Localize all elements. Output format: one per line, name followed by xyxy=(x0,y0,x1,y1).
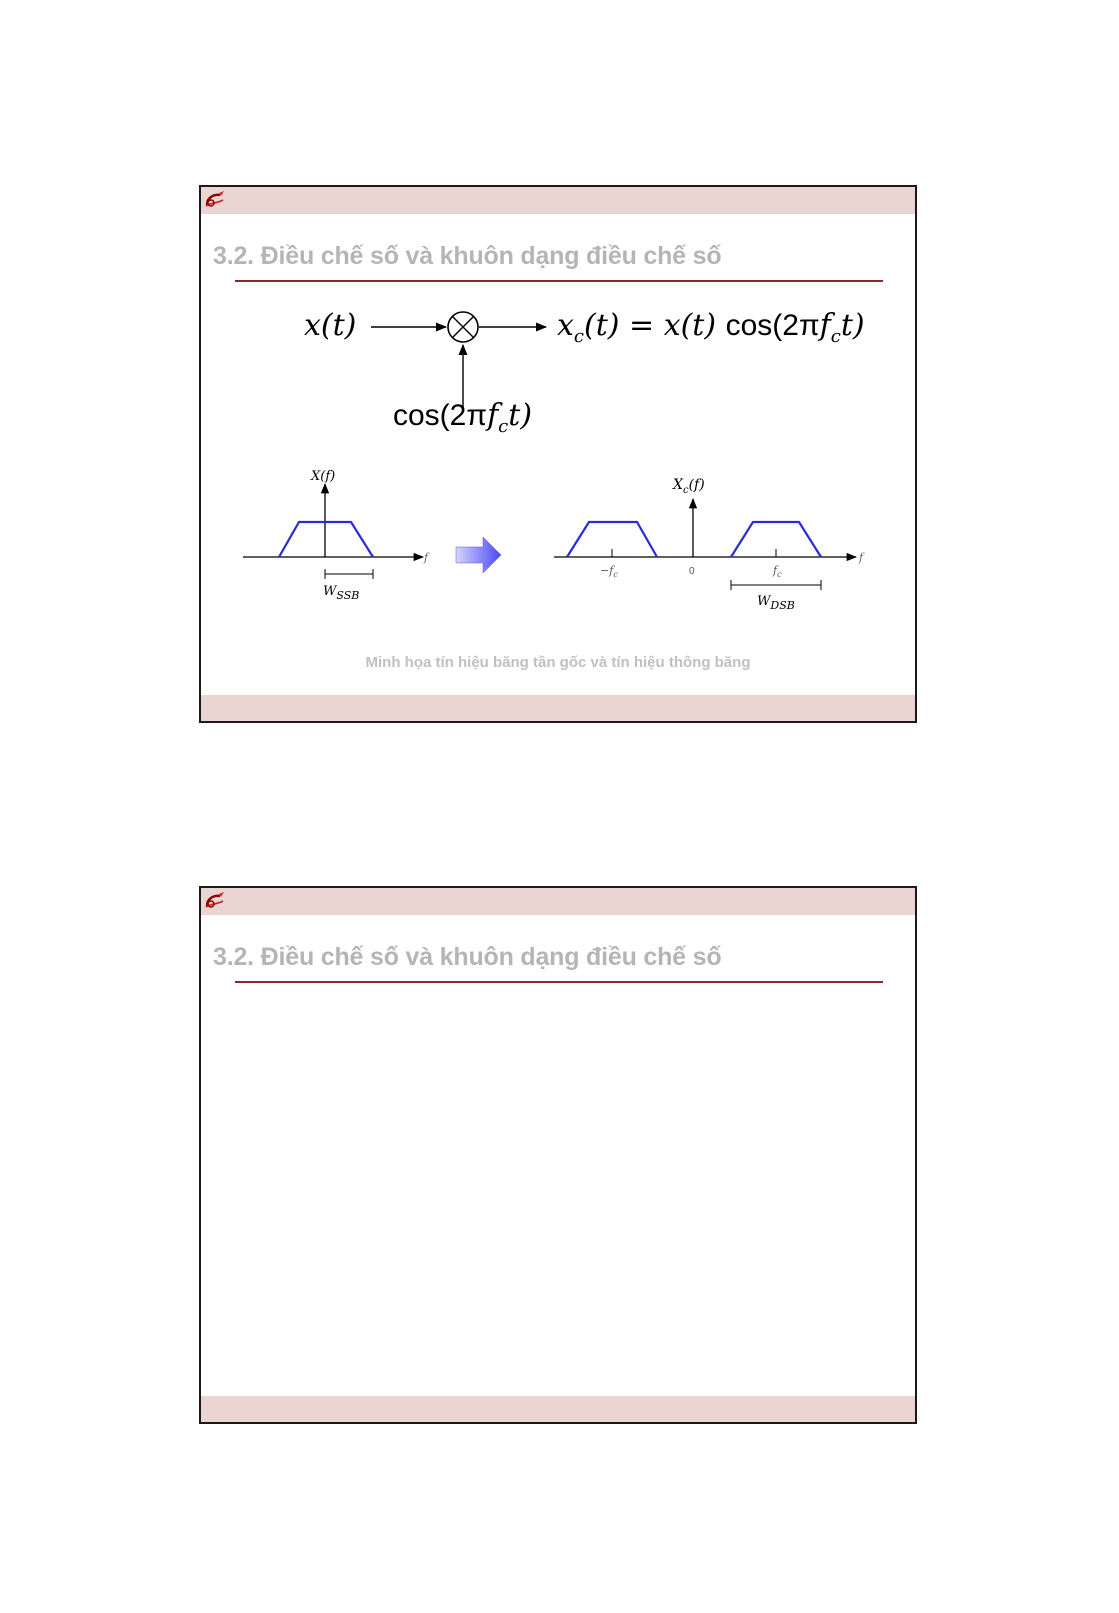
passband-spectrum xyxy=(554,477,865,612)
slide-1 xyxy=(199,185,917,723)
wssb-label: $W_{SSB}$ xyxy=(323,584,360,602)
slide-title: 3.2. Điều chế số và khuôn dạng điều chế số xyxy=(213,242,722,270)
baseband-spectrum xyxy=(243,469,430,602)
baseband-ylabel: X(f) xyxy=(311,469,336,484)
wdsb-label: $W_{DSB}$ xyxy=(757,594,795,612)
logo-icon xyxy=(203,890,227,914)
slide-header-band xyxy=(201,888,915,915)
mixer-icon xyxy=(448,312,478,342)
output-equation: $x_c(t) = x(t)$ $\cos(2\pi f_ct)$ xyxy=(557,308,865,347)
tick-neg-fc: $-f_c$ xyxy=(600,564,618,579)
slide-2 xyxy=(199,886,917,1424)
slide-footer-band xyxy=(201,1396,915,1422)
passband-ylabel: $X_c(f)$ xyxy=(673,477,705,496)
modulation-diagram xyxy=(201,187,919,725)
transform-arrow-icon xyxy=(456,537,501,573)
passband-xlabel: f xyxy=(859,551,864,564)
baseband-xlabel: f xyxy=(424,551,429,564)
input-signal-label: x(t) xyxy=(304,308,357,343)
slide-title: 3.2. Điều chế số và khuôn dạng điều chế số xyxy=(213,943,722,971)
figure-caption: Minh họa tín hiệu băng tần gốc và tín hiệu thông băng xyxy=(365,654,751,671)
baseband-trapezoid xyxy=(279,522,373,557)
title-rule xyxy=(235,981,883,983)
tick-pos-fc: $f_c$ xyxy=(773,564,782,579)
carrier-label: $\cos(2\pi f_ct)$ xyxy=(393,398,533,437)
tick-zero: 0 xyxy=(689,566,695,577)
